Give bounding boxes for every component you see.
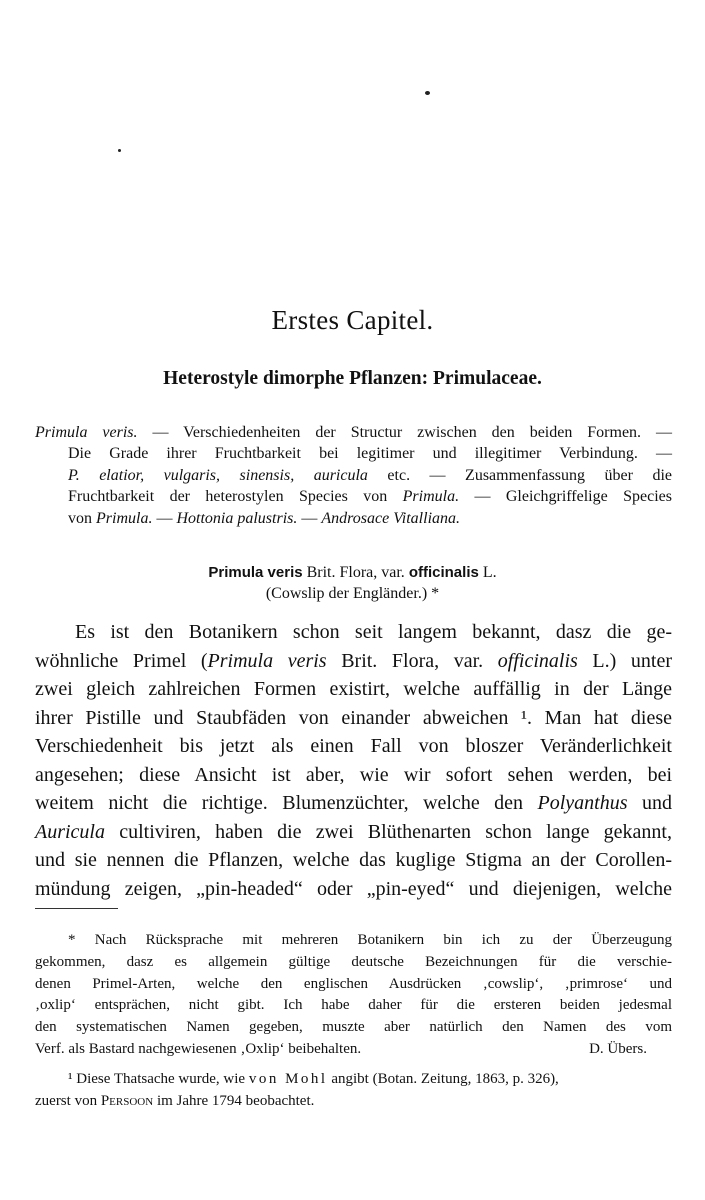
print-speck — [425, 91, 430, 95]
summary-text: — — [297, 509, 322, 527]
body-line: mündung zeigen, „pin-headed“ oder „pin-eyed“ und diejenigen, welche — [35, 877, 672, 900]
chapter-title: Erstes Capitel. — [271, 305, 434, 335]
body-line — [35, 789, 672, 818]
footnote-line — [35, 1039, 672, 1061]
footnote-text: Verf. als Bastard nachgewiesenen ‚Oxlip‘ beibehalten. — [35, 1040, 362, 1057]
body-line — [35, 818, 672, 847]
body-line — [35, 647, 672, 676]
body-text: weitem nicht die richtige. Blumenzüchter, welche den — [35, 792, 538, 814]
body-line: Verschiedenheit bis jetzt als einen Fall von bloszer Veränderlichkeit — [35, 735, 672, 757]
summary-line — [35, 508, 672, 529]
species-heading-line — [0, 562, 705, 583]
footnote-line: den systematischen Namen gegeben, muszte aber natürlich den Namen des vom — [35, 1019, 672, 1036]
summary-italic: Hottonia palustris. — [176, 509, 298, 527]
summary-line — [35, 422, 672, 443]
body-text: Brit. Flora, var. — [326, 649, 498, 672]
summary-italic: Primula veris. — [35, 424, 138, 441]
summary-italic: P. elatior, vulgaris, sinensis, auricula — [68, 466, 368, 484]
footnote-text: zuerst von — [35, 1092, 101, 1109]
species-author: L. — [478, 564, 497, 581]
summary-line — [35, 443, 672, 464]
body-text: wöhnliche Primel ( — [35, 649, 208, 672]
body-italic: Auricula — [35, 820, 105, 843]
summary-line — [35, 465, 672, 486]
section-title: Heterostyle dimorphe Pflanzen: Primulaceae. — [163, 368, 542, 389]
species-name: Primula veris — [208, 564, 303, 581]
summary-text: von — [68, 509, 96, 527]
summary-text: Die Grade ihrer Fruchtbarkeit bei legitimer und illegitimer Verbindung. — — [68, 445, 672, 463]
translator-signature: D. Übers. — [589, 1040, 647, 1057]
summary-italic: Primula. — [402, 488, 460, 506]
species-heading — [0, 562, 705, 604]
footnote-line: ‚oxlip‘ entsprächen, nicht gibt. Ich habe daher für die ersteren beiden jedesmal — [35, 997, 672, 1014]
body-line: ihrer Pistille und Staubfäden von einander abweichen ¹. Man hat diese — [35, 706, 672, 729]
body-italic: Primula veris — [207, 649, 327, 672]
body-line: Es ist den Botanikern schon seit langem bekannt, dasz die ge- — [75, 621, 672, 643]
footnote-line: gekommen, dasz es allgemein gültige deutsche Bezeichnungen für die verschie- — [35, 953, 672, 970]
summary-text: — — [152, 509, 177, 527]
summary-italic: Androsace Vitalliana. — [321, 509, 461, 527]
body-line: zwei gleich zahlreichen Formen existirt, welche auffällig in der Länge — [35, 678, 672, 700]
body-italic: officinalis — [497, 649, 578, 672]
footnotes — [35, 930, 672, 1112]
body-line: angesehen; diese Ansicht ist aber, wie wir sofort sehen werden, bei — [35, 763, 672, 786]
species-variety: officinalis — [408, 564, 479, 581]
footnote-line — [35, 1069, 672, 1091]
body-text: cultiviren, haben die zwei Blüthenarten schon lange gekannt, — [105, 820, 672, 843]
species-text: Brit. Flora, var. — [302, 564, 409, 581]
body-paragraph — [35, 618, 672, 903]
footnote-line: * Nach Rücksprache mit mehreren Botanikern bin ich zu der Überzeugung — [68, 932, 672, 948]
footnote-line — [35, 1091, 672, 1113]
body-text: L.) unter — [577, 649, 672, 672]
summary-text: Fruchtbarkeit der heterostylen Species von — [68, 488, 403, 506]
summary-text: — Verschiedenheiten der Structur zwischen den beiden Formen. — — [137, 424, 673, 441]
footnote-text: ¹ Diese Thatsache wurde, wie — [68, 1070, 249, 1087]
summary-italic: Primula. — [96, 509, 153, 527]
body-italic: Polyanthus — [537, 792, 628, 814]
summary-text: — Gleichgriffelige Species — [459, 488, 672, 506]
footnote-author: von Mohl — [248, 1070, 328, 1087]
footnote-author: Persoon — [100, 1092, 154, 1109]
species-common-name: (Cowslip der Engländer.) * — [265, 585, 440, 602]
chapter-summary — [35, 422, 672, 529]
summary-line — [35, 486, 672, 507]
print-speck — [118, 149, 121, 152]
summary-text: etc. — Zusammenfassung über die — [367, 466, 672, 484]
body-line: und sie nennen die Pflanzen, welche das kuglige Stigma an der Corollen- — [35, 849, 672, 871]
footnote-text: angibt (Botan. Zeitung, 1863, p. 326), — [327, 1070, 559, 1087]
footnote-text: im Jahre 1794 beobachtet. — [153, 1092, 315, 1109]
footnote-line: denen Primel-Arten, welche den englischen Ausdrücken ‚cowslip‘, ‚primrose‘ und — [35, 975, 672, 992]
footnote-divider — [35, 908, 118, 909]
body-text: und — [627, 792, 672, 814]
